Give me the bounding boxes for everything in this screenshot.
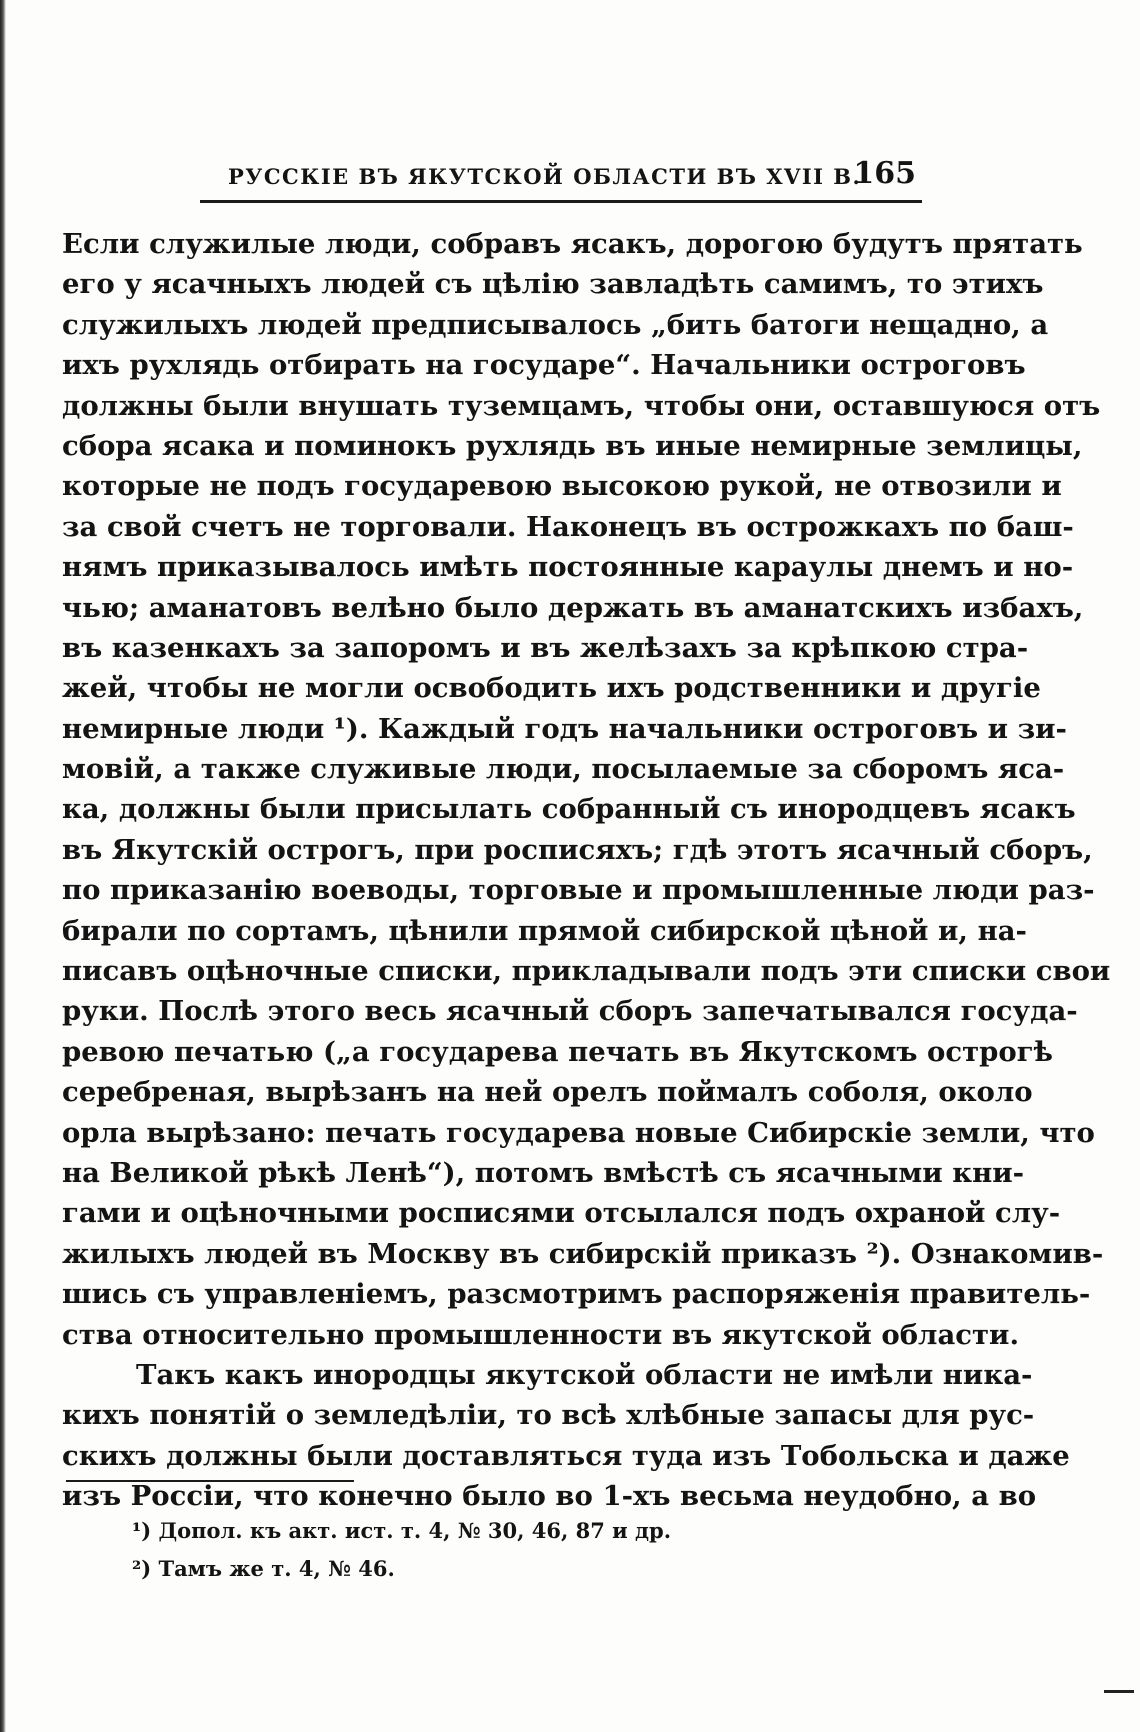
text-line: ревою печатью („а государева печать въ Якутскомъ острогѣ (62, 1035, 1053, 1068)
footnotes (132, 1512, 671, 1588)
text-line: жилыхъ людей въ Москву въ сибирскій приказъ ²). Ознакомив- (62, 1237, 1104, 1270)
text-line: ихъ рухлядь отбирать на государе“. Начальники остроговъ (62, 349, 1026, 382)
text-line: ка, должны были присылать собранный съ инородцевъ ясакъ (62, 793, 1076, 826)
text-line: шись съ управленіемъ, разсмотримъ распоряженія правитель- (62, 1278, 1091, 1311)
text-line: бирали по сортамъ, цѣнили прямой сибирской цѣной и, на- (62, 914, 1027, 947)
text-line: ства относительно промышленности въ якутской области. (62, 1318, 1020, 1351)
text-line: писавъ оцѣночные списки, прикладывали подъ эти списки свои (62, 955, 1111, 988)
page-number: 165 (853, 156, 916, 191)
text-line: чью; аманатовъ велѣно было держать въ аманатскихъ избахъ, (62, 591, 1084, 624)
text-line: орла вырѣзано: печать государева новые Сибирскіе земли, что (62, 1116, 1095, 1149)
text-line: въ Якутскій острогъ, при росписяхъ; гдѣ этотъ ясачный сборъ, (62, 833, 1093, 866)
footnote-2: ²) Тамъ же т. 4, № 46. (132, 1556, 395, 1581)
margin-dash-mark (1104, 1690, 1134, 1693)
footnote-1: ¹) Допол. къ акт. ист. т. 4, № 30, 46, 87 и др. (132, 1518, 672, 1543)
footnote-divider (66, 1480, 354, 1482)
text-line: руки. Послѣ этого весь ясачный сборъ запечатывался госуда- (62, 995, 1078, 1028)
text-line: мовій, а также служивые люди, посылаемые за сборомъ яса- (62, 753, 1065, 786)
text-line: изъ Россіи, что конечно было во 1-хъ весьма неудобно, а во (62, 1480, 1037, 1513)
page-edge (0, 0, 6, 1732)
body-text (62, 224, 1111, 1517)
text-line: сбора ясака и поминокъ рухлядь въ иные немирные землицы, (62, 429, 1083, 462)
text-line: на Великой рѣкѣ Ленѣ“), потомъ вмѣстѣ съ ясачными кни- (62, 1156, 1025, 1189)
page-header (200, 156, 922, 203)
text-line: нямъ приказывалось имѣть постоянные караулы днемъ и но- (62, 551, 1074, 584)
text-line: кихъ понятій о земледѣліи, то всѣ хлѣбные запасы для рус- (62, 1399, 1035, 1432)
text-line: Если служилые люди, собравъ ясакъ, дорогою будутъ прятать (62, 228, 1083, 260)
text-line: по приказанію воеводы, торговые и промышленные люди раз- (62, 874, 1095, 907)
text-line: гами и оцѣночными росписями отсылался подъ охраной слу- (62, 1197, 1061, 1230)
running-head: РУССКІЕ ВЪ ЯКУТСКОЙ ОБЛАСТИ ВЪ XVII В. (228, 164, 862, 189)
text-line: скихъ должны были доставляться туда изъ Тобольска и даже (62, 1439, 1070, 1472)
text-line: жей, чтобы не могли освободить ихъ родственники и другіе (62, 672, 1041, 705)
text-line: его у ясачныхъ людей съ цѣлію завладѣть самимъ, то этихъ (62, 268, 1044, 301)
text-line-paragraph-start: Такъ какъ инородцы якутской области не имѣли ника- (136, 1358, 1033, 1391)
text-line: немирные люди ¹). Каждый годъ начальники остроговъ и зи- (62, 712, 1067, 745)
text-line: въ казенкахъ за запоромъ и въ желѣзахъ за крѣпкою стра- (62, 631, 1029, 664)
text-line: служилыхъ людей предписывалось „бить батоги нещадно, а (62, 308, 1049, 341)
text-line: которые не подъ государевою высокою рукой, не отвозили и (62, 470, 1062, 503)
text-line: должны были внушать туземцамъ, чтобы они, оставшуюся отъ (62, 389, 1101, 422)
text-line: за свой счетъ не торговали. Наконецъ въ острожкахъ по баш- (62, 510, 1074, 543)
text-line: серебреная, вырѣзанъ на ней орелъ поймалъ соболя, около (62, 1076, 1033, 1109)
